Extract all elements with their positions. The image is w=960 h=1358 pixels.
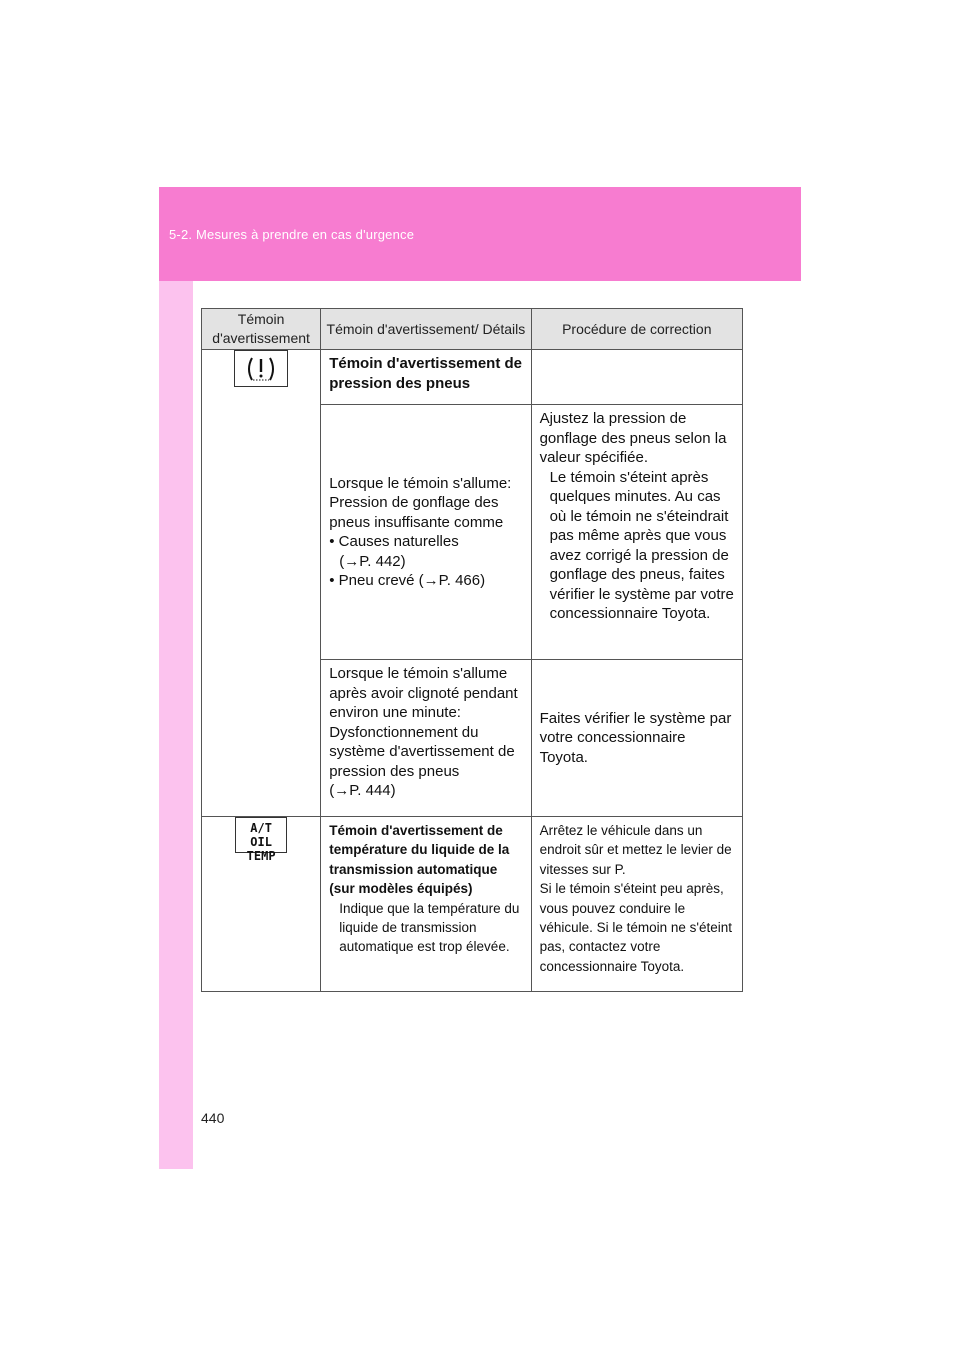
tpms-malfunction-correction [531, 660, 742, 817]
header-correction: Procédure de correction [531, 309, 742, 350]
side-margin-band [159, 281, 193, 1169]
atf-description: Indique que la température du liquide de transmission automatique est trop élevée. [339, 900, 520, 955]
warning-lights-table [201, 308, 743, 992]
details-line: • Pneu crevé (→P. 466) [329, 572, 486, 589]
page-reference: (→P. 442) [339, 552, 406, 570]
tpms-icon-cell [202, 350, 321, 817]
page-number: 440 [201, 1110, 225, 1126]
details-line: Dysfonctionnement du système d'avertissement de pression des pneus [329, 723, 515, 780]
tpms-title-cell [321, 350, 531, 405]
correction-text: Faites vérifier le système par votre concessionnaire Toyota. [539, 709, 732, 766]
correction-text: Si le témoin s'éteint peu après, vous pouvez conduire le véhicule. Si le témoin ne s'éteint pas, contactez votre concessionnaire Toyota. [539, 881, 733, 974]
tpms-title: Témoin d'avertissement de pression des pneus [329, 355, 523, 392]
table-row [202, 817, 743, 992]
tpms-malfunction-details [321, 660, 531, 817]
atf-title: Témoin d'avertissement de température du liquide de la transmission automatique (sur modèles équipés) [329, 823, 510, 897]
tpms-low-pressure-details [321, 405, 531, 660]
table-row [202, 350, 743, 405]
tire-pressure-warning-icon [234, 350, 288, 387]
section-header-band [159, 187, 801, 281]
correction-text: Arrêtez le véhicule dans un endroit sûr et mettez le levier de vitesses sur P. [539, 823, 732, 877]
details-line: Lorsque le témoin s'allume après avoir clignoté pendant environ une minute: [329, 665, 518, 721]
correction-note: Le témoin s'éteint après quelques minutes. Au cas où le témoin ne s'éteindrait pas même après que vous avez corrigé la pression de gonflage des pneus, faites vérifier le système par votre concessionnaire Toyota. [549, 468, 734, 622]
page-reference: (→P. 444) [329, 782, 396, 799]
details-line: Lorsque le témoin s'allume: [329, 474, 512, 492]
details-line: • Causes naturelles [329, 533, 459, 550]
header-details: Témoin d'avertissement/ Détails [321, 309, 531, 350]
at-oil-temp-icon [235, 817, 287, 863]
tpms-low-pressure-correction [531, 405, 742, 660]
tpms-title-empty-cell [531, 350, 742, 405]
atf-correction [531, 817, 742, 992]
table-header-row [202, 309, 743, 350]
correction-text: Ajustez la pression de gonflage des pneus selon la valeur spécifiée. [539, 410, 727, 466]
section-title: 5-2. Mesures à prendre en cas d'urgence [169, 227, 415, 242]
details-line: Pression de gonflage des pneus insuffisante comme [329, 494, 504, 531]
icon-label: A/T OIL [250, 821, 272, 849]
icon-label: TEMP [246, 849, 276, 863]
header-warning-light: Témoin d'avertissement [202, 309, 321, 350]
atf-details [321, 817, 531, 992]
atf-icon-cell [202, 817, 321, 992]
